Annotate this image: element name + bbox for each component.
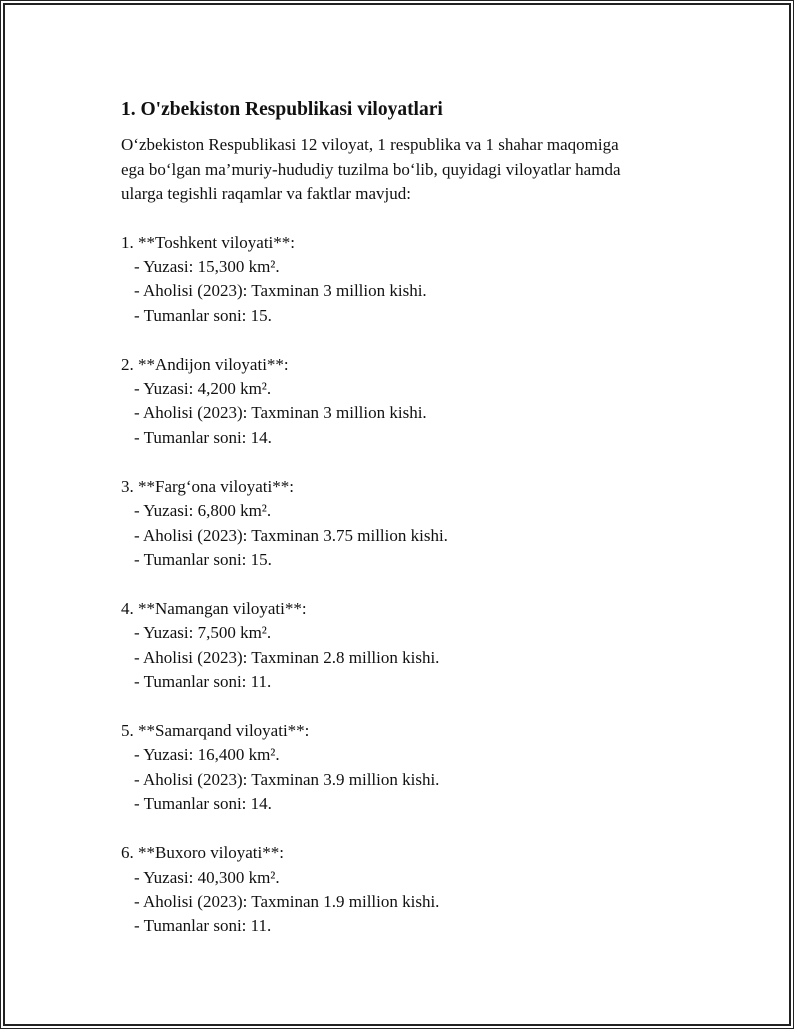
- region-heading: 2. **Andijon viloyati**:: [121, 354, 289, 374]
- region-fargona: [121, 475, 681, 573]
- intro-line: ega bo‘lgan ma’muriy-hududiy tuzilma bo‘lib, quyidagi viloyatlar hamda: [121, 159, 621, 179]
- intro-paragraph: [121, 133, 681, 207]
- region-population: - Aholisi (2023): Taxminan 3 million kishi.: [134, 281, 427, 301]
- region-andijon: [121, 353, 681, 451]
- region-samarqand: [121, 719, 681, 817]
- region-districts: - Tumanlar soni: 11.: [134, 916, 272, 936]
- region-districts: - Tumanlar soni: 15.: [134, 549, 272, 569]
- region-heading: 5. **Samarqand viloyati**:: [121, 721, 310, 740]
- region-namangan: [121, 597, 681, 695]
- document-body: [121, 97, 681, 963]
- region-area: - Yuzasi: 6,800 km².: [134, 501, 272, 521]
- region-districts: - Tumanlar soni: 11.: [134, 672, 272, 692]
- page-frame: [3, 3, 791, 1026]
- region-districts: - Tumanlar soni: 14.: [134, 794, 272, 814]
- region-population: - Aholisi (2023): Taxminan 3.75 million kishi.: [134, 525, 448, 545]
- region-area: - Yuzasi: 7,500 km².: [134, 623, 272, 643]
- region-heading: 6. **Buxoro viloyati**:: [121, 843, 284, 863]
- region-heading: 1. **Toshkent viloyati**:: [121, 232, 295, 252]
- region-population: - Aholisi (2023): Taxminan 3 million kishi.: [134, 403, 427, 423]
- region-districts: - Tumanlar soni: 14.: [134, 427, 272, 447]
- intro-line: O‘zbekiston Respublikasi 12 viloyat, 1 respublika va 1 shahar maqomiga: [121, 135, 619, 154]
- intro-line: ularga tegishli raqamlar va faktlar mavjud:: [121, 184, 411, 203]
- region-population: - Aholisi (2023): Taxminan 3.9 million kishi.: [134, 769, 440, 789]
- region-area: - Yuzasi: 16,400 km².: [134, 745, 280, 765]
- region-population: - Aholisi (2023): Taxminan 1.9 million kishi.: [134, 891, 440, 911]
- region-population: - Aholisi (2023): Taxminan 2.8 million kishi.: [134, 647, 440, 667]
- region-area: - Yuzasi: 4,200 km².: [134, 379, 272, 399]
- region-area: - Yuzasi: 15,300 km².: [134, 256, 280, 276]
- region-districts: - Tumanlar soni: 15.: [134, 305, 272, 325]
- region-area: - Yuzasi: 40,300 km².: [134, 867, 280, 887]
- region-heading: 4. **Namangan viloyati**:: [121, 598, 307, 618]
- region-buxoro: [121, 841, 681, 939]
- region-heading: 3. **Farg‘ona viloyati**:: [121, 476, 294, 496]
- region-toshkent: [121, 231, 681, 329]
- section-title: 1. O'zbekiston Respublikasi viloyatlari: [121, 99, 443, 120]
